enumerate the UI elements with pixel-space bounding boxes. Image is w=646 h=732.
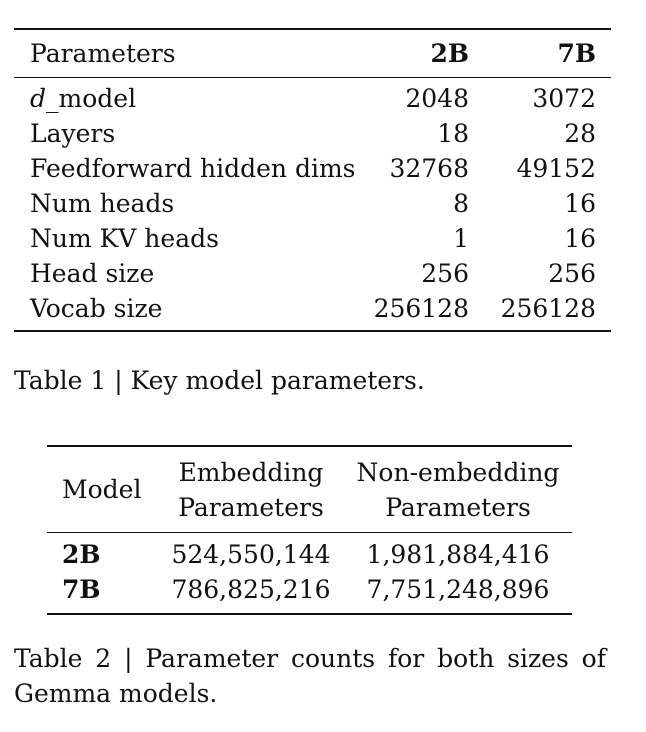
- column-header-line: Parameters: [385, 493, 531, 522]
- cell-7b: 256128: [500, 294, 596, 323]
- cell-7b: 256: [548, 259, 596, 288]
- cell-2b: 256128: [373, 294, 469, 323]
- cell-7b: 28: [564, 119, 596, 148]
- row-label-text: _model: [46, 84, 137, 113]
- caption-word: counts: [290, 644, 376, 673]
- column-header-non-embedding: [354, 455, 562, 525]
- cell-2b: 256: [421, 259, 469, 288]
- column-header-line: Non-embedding: [356, 458, 560, 487]
- table-row: [14, 256, 611, 291]
- cell-7b: 3072: [532, 84, 596, 113]
- table-row: [14, 221, 611, 256]
- row-label: [30, 291, 162, 326]
- column-header-parameters: Parameters: [30, 39, 176, 68]
- row-label-text: Num heads: [30, 189, 175, 218]
- row-label-text: Head size: [30, 259, 155, 288]
- parameter-counts-table: [47, 445, 572, 615]
- caption-word: |: [124, 644, 133, 673]
- table-row: [14, 291, 611, 326]
- row-label-text: Feedforward hidden dims: [30, 154, 356, 183]
- embedding-count: 786,825,216: [171, 575, 331, 604]
- row-label-italic: d: [30, 84, 47, 113]
- model-name: 7B: [62, 575, 101, 604]
- caption-line: [14, 641, 606, 676]
- cell-2b: 32768: [389, 154, 469, 183]
- table-row: [47, 537, 572, 572]
- column-header-line: Embedding: [178, 458, 324, 487]
- embedding-count: 524,550,144: [171, 540, 331, 569]
- caption-word: for: [387, 644, 425, 673]
- cell-2b: 1: [453, 224, 469, 253]
- cell-7b: 16: [564, 224, 596, 253]
- cell-2b: 2048: [405, 84, 469, 113]
- column-header-2b: 2B: [430, 39, 469, 68]
- caption-word: Table: [14, 644, 83, 673]
- table-header-row: [14, 30, 611, 78]
- row-label-text: Num KV heads: [30, 224, 219, 253]
- caption-word: sizes: [507, 644, 569, 673]
- table-body: [14, 78, 611, 330]
- caption-line: Gemma models.: [14, 679, 218, 708]
- table-header-row: [47, 447, 572, 533]
- table-2-caption: [14, 641, 606, 711]
- cell-7b: 16: [564, 189, 596, 218]
- non-embedding-count: 7,751,248,896: [366, 575, 550, 604]
- table-body: [47, 533, 572, 613]
- cell-7b: 49152: [516, 154, 596, 183]
- model-name: 2B: [62, 540, 101, 569]
- column-header-model: Model: [62, 475, 142, 504]
- table-row: [14, 186, 611, 221]
- row-label-text: Layers: [30, 119, 116, 148]
- row-label: [30, 116, 115, 151]
- non-embedding-count: 1,981,884,416: [366, 540, 550, 569]
- row-label: [30, 221, 219, 256]
- caption-word: Parameter: [145, 644, 279, 673]
- row-label: [30, 186, 174, 221]
- model-parameters-table: [14, 28, 611, 332]
- column-header-embedding: [171, 455, 331, 525]
- table-row: [14, 151, 611, 186]
- cell-2b: 18: [437, 119, 469, 148]
- table-row: [14, 81, 611, 116]
- column-header-line: Parameters: [178, 493, 324, 522]
- table-row: [47, 572, 572, 607]
- cell-2b: 8: [453, 189, 469, 218]
- caption-word: 2: [95, 644, 112, 673]
- table-row: [14, 116, 611, 151]
- row-label-text: Vocab size: [30, 294, 163, 323]
- row-label: [30, 81, 136, 116]
- table-1-caption: Table 1 | Key model parameters.: [14, 366, 425, 395]
- row-label: [30, 256, 154, 291]
- column-header-7b: 7B: [557, 39, 596, 68]
- caption-word: of: [581, 644, 606, 673]
- caption-word: both: [437, 644, 495, 673]
- row-label: [30, 151, 356, 186]
